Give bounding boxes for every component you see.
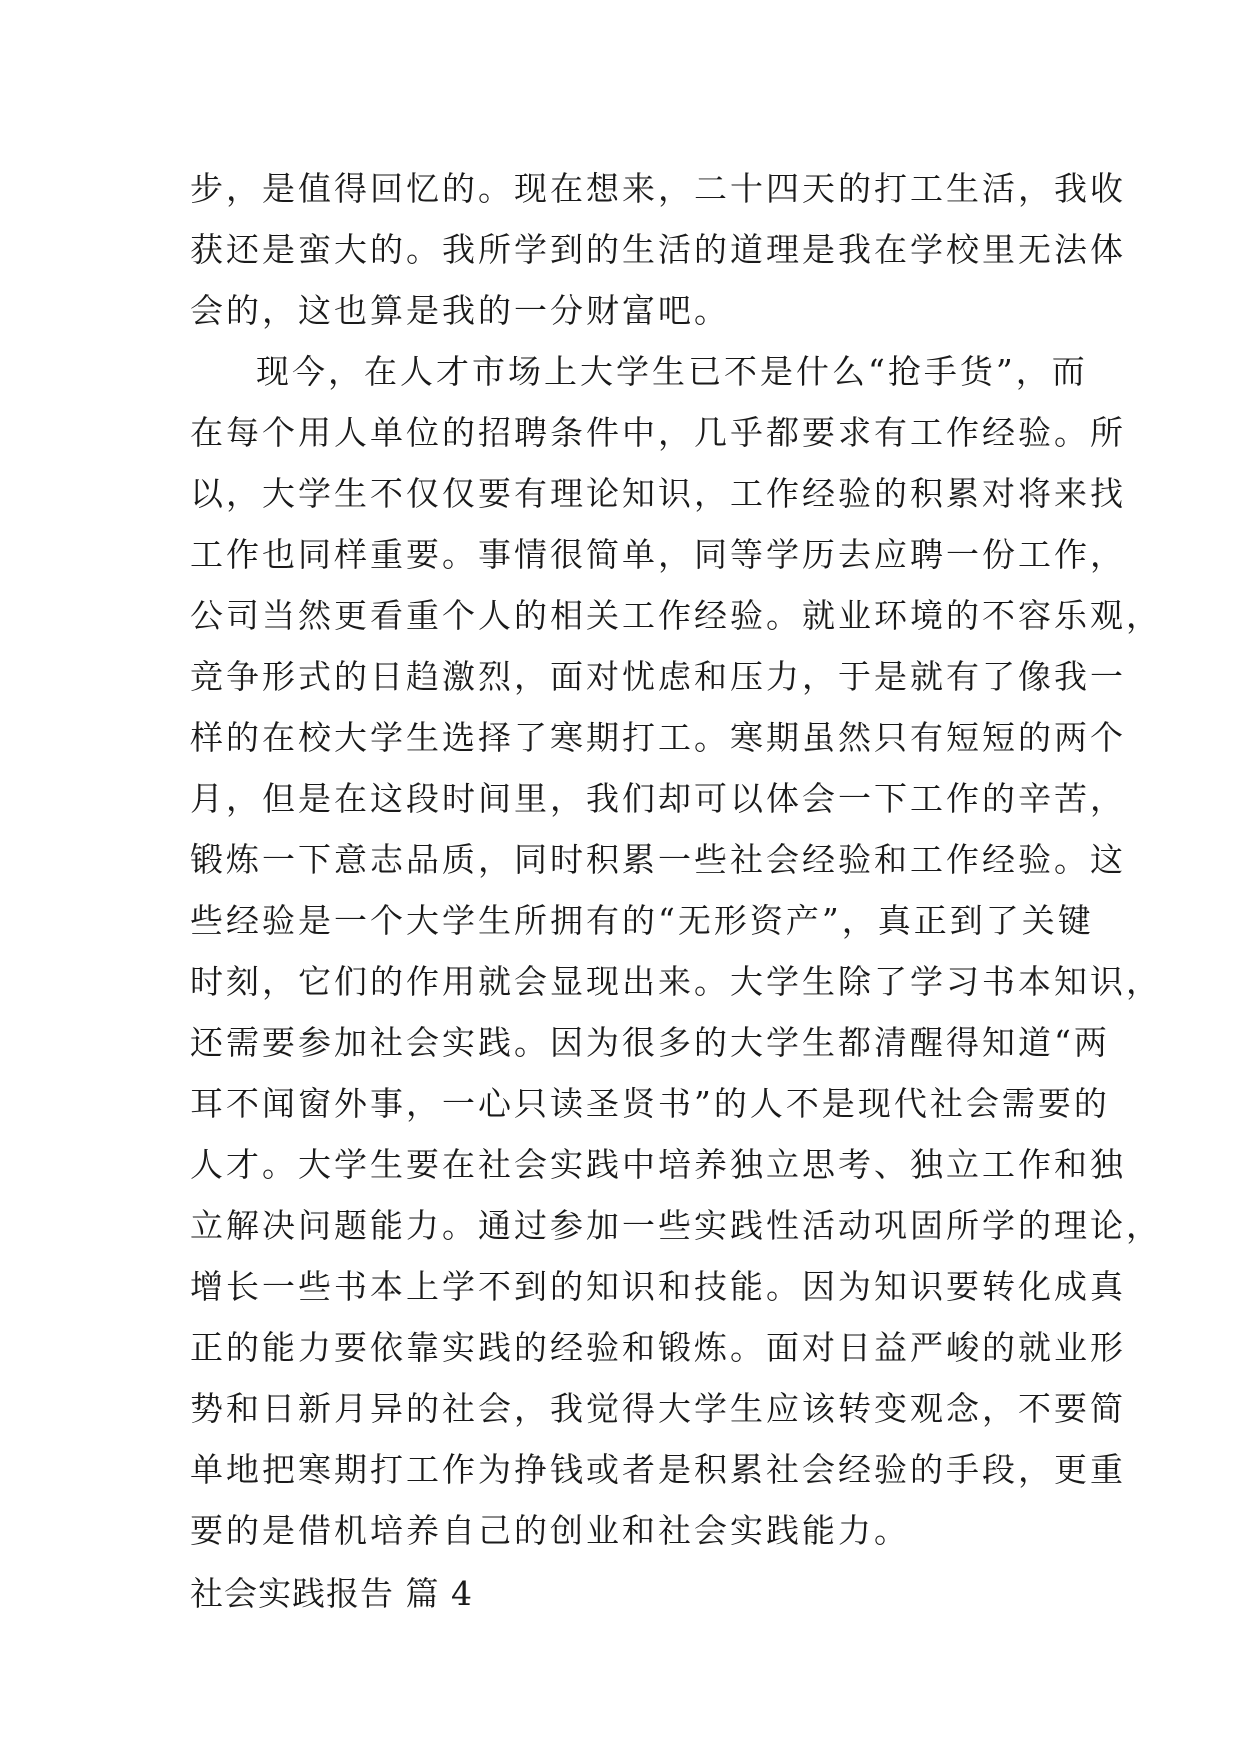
paragraph-line: 工作也同样重要。事情很简单，同等学历去应聘一份工作， [190,535,1126,574]
paragraph-line: 正的能力要依靠实践的经验和锻炼。面对日益严峻的就业形 [190,1328,1126,1367]
paragraph-line: 以，大学生不仅仅要有理论知识，工作经验的积累对将来找 [190,474,1126,513]
paragraph-line: 增长一些书本上学不到的知识和技能。因为知识要转化成真 [190,1267,1126,1306]
paragraph-line: 立解决问题能力。通过参加一些实践性活动巩固所学的理论， [190,1206,1162,1245]
paragraph-line: 步，是值得回忆的。现在想来，二十四天的打工生活，我收 [190,169,1126,208]
paragraph-line: 人才。大学生要在社会实践中培养独立思考、独立工作和独 [190,1145,1126,1184]
paragraph-line: 竞争形式的日趋激烈，面对忧虑和压力，于是就有了像我一 [190,657,1126,696]
paragraph-line: 耳不闻窗外事，一心只读圣贤书”的人不是现代社会需要的 [190,1084,1110,1123]
paragraph-line: 单地把寒期打工作为挣钱或者是积累社会经验的手段，更重 [190,1450,1126,1489]
paragraph-line: 公司当然更看重个人的相关工作经验。就业环境的不容乐观， [190,596,1162,635]
paragraph-line: 样的在校大学生选择了寒期打工。寒期虽然只有短短的两个 [190,718,1126,757]
paragraph-line: 现今，在人才市场上大学生已不是什么“抢手货”，而 [256,352,1088,391]
paragraph-line: 在每个用人单位的招聘条件中，几乎都要求有工作经验。所 [190,413,1126,452]
paragraph-line: 要的是借机培养自己的创业和社会实践能力。 [190,1511,910,1550]
paragraph-1 [190,158,1126,341]
section-heading: 社会实践报告 篇 4 [190,1574,473,1613]
paragraph-line: 时刻，它们的作用就会显现出来。大学生除了学习书本知识， [190,962,1162,1001]
paragraph-line: 些经验是一个大学生所拥有的“无形资产”，真正到了关键 [190,901,1094,940]
paragraph-line: 势和日新月异的社会，我觉得大学生应该转变观念，不要简 [190,1389,1126,1428]
paragraph-line: 会的，这也算是我的一分财富吧。 [190,291,730,330]
paragraph-2 [190,341,1162,1561]
paragraph-line: 获还是蛮大的。我所学到的生活的道理是我在学校里无法体 [190,230,1126,269]
paragraph-line: 锻炼一下意志品质，同时积累一些社会经验和工作经验。这 [190,840,1126,879]
paragraph-line: 月，但是在这段时间里，我们却可以体会一下工作的辛苦， [190,779,1126,818]
paragraph-line: 还需要参加社会实践。因为很多的大学生都清醒得知道“两 [190,1023,1110,1062]
